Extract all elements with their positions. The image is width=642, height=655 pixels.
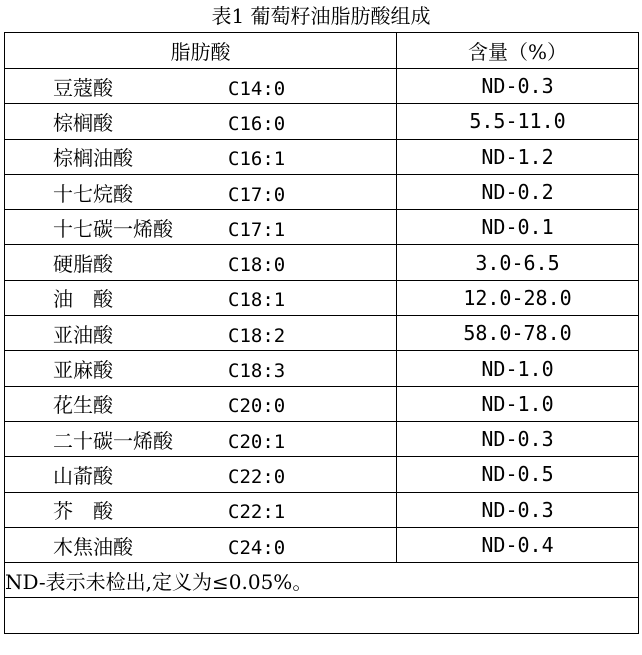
content-value: 3.0-6.5 <box>397 245 639 280</box>
fatty-acid-name: 十七碳一烯酸 <box>53 216 173 241</box>
blank-cell <box>5 598 639 633</box>
content-value: ND-1.2 <box>397 139 639 174</box>
content-value: 12.0-28.0 <box>397 280 639 315</box>
fatty-acid-code: C20:0 <box>228 395 286 418</box>
fatty-acid-cell <box>5 316 397 351</box>
content-value: ND-0.1 <box>397 210 639 245</box>
fatty-acid-code: C22:1 <box>228 501 286 524</box>
fatty-acid-cell <box>5 457 397 492</box>
content-value: ND-0.3 <box>397 421 639 456</box>
table-row <box>5 351 639 386</box>
content-value: ND-0.3 <box>397 492 639 527</box>
fatty-acid-name: 亚油酸 <box>53 322 113 347</box>
content-value: ND-0.2 <box>397 174 639 209</box>
fatty-acid-cell <box>5 492 397 527</box>
blank-row <box>5 598 639 633</box>
fatty-acid-cell <box>5 421 397 456</box>
fatty-acid-name: 亚麻酸 <box>53 358 113 383</box>
fatty-acid-code: C16:0 <box>228 112 286 135</box>
header-row <box>5 33 639 69</box>
footnote: ND-表示未检出,定义为≤0.05%。 <box>5 563 639 598</box>
table-row <box>5 457 639 492</box>
fatty-acid-name: 山萮酸 <box>53 463 113 488</box>
fatty-acid-cell <box>5 351 397 386</box>
fatty-acid-cell <box>5 174 397 209</box>
fatty-acid-cell <box>5 280 397 315</box>
fatty-acid-code: C16:1 <box>228 148 286 171</box>
fatty-acid-name: 豆蔻酸 <box>53 75 113 100</box>
content-value: 58.0-78.0 <box>397 316 639 351</box>
table-title: 表1 葡萄籽油脂肪酸组成 <box>211 4 431 28</box>
fatty-acid-cell <box>5 245 397 280</box>
content-value: ND-0.4 <box>397 527 639 562</box>
table-row <box>5 245 639 280</box>
fatty-acid-name: 棕榈酸 <box>53 110 113 135</box>
table-row <box>5 104 639 139</box>
table-row <box>5 421 639 456</box>
content-value: ND-1.0 <box>397 351 639 386</box>
fatty-acid-cell <box>5 104 397 139</box>
table-row <box>5 210 639 245</box>
content-value: 5.5-11.0 <box>397 104 639 139</box>
fatty-acid-code: C18:3 <box>228 360 286 383</box>
fatty-acid-code: C20:1 <box>228 430 286 453</box>
table-row <box>5 69 639 104</box>
footnote-row <box>5 563 639 598</box>
table-row <box>5 280 639 315</box>
content-value: ND-1.0 <box>397 386 639 421</box>
fatty-acid-name: 芥 酸 <box>53 499 113 524</box>
fatty-acid-cell <box>5 210 397 245</box>
table-row <box>5 139 639 174</box>
table-row <box>5 492 639 527</box>
fatty-acid-code: C17:0 <box>228 183 286 206</box>
fatty-acid-cell <box>5 386 397 421</box>
fatty-acid-name: 硬脂酸 <box>53 252 113 277</box>
fatty-acid-name: 油 酸 <box>53 287 113 312</box>
fatty-acid-cell <box>5 139 397 174</box>
fatty-acid-code: C24:0 <box>228 536 286 559</box>
header-content: 含量（%） <box>397 33 639 69</box>
table-row <box>5 316 639 351</box>
content-value: ND-0.3 <box>397 69 639 104</box>
fatty-acid-name: 棕榈油酸 <box>53 146 133 171</box>
fatty-acid-code: C18:2 <box>228 324 286 347</box>
fatty-acid-code: C22:0 <box>228 465 286 488</box>
fatty-acid-name: 十七烷酸 <box>53 181 133 206</box>
content-value: ND-0.5 <box>397 457 639 492</box>
fatty-acid-name: 木焦油酸 <box>53 534 133 559</box>
fatty-acid-code: C17:1 <box>228 218 286 241</box>
fatty-acid-code: C14:0 <box>228 77 286 100</box>
table-row <box>5 174 639 209</box>
fatty-acid-cell <box>5 527 397 562</box>
fatty-acid-code: C18:0 <box>228 254 286 277</box>
fatty-acid-name: 花生酸 <box>53 393 113 418</box>
table-row <box>5 527 639 562</box>
fatty-acid-name: 二十碳一烯酸 <box>53 428 173 453</box>
fatty-acid-table <box>4 32 639 634</box>
fatty-acid-code: C18:1 <box>228 289 286 312</box>
header-fatty-acid: 脂肪酸 <box>5 33 397 69</box>
table-row <box>5 386 639 421</box>
fatty-acid-cell <box>5 69 397 104</box>
